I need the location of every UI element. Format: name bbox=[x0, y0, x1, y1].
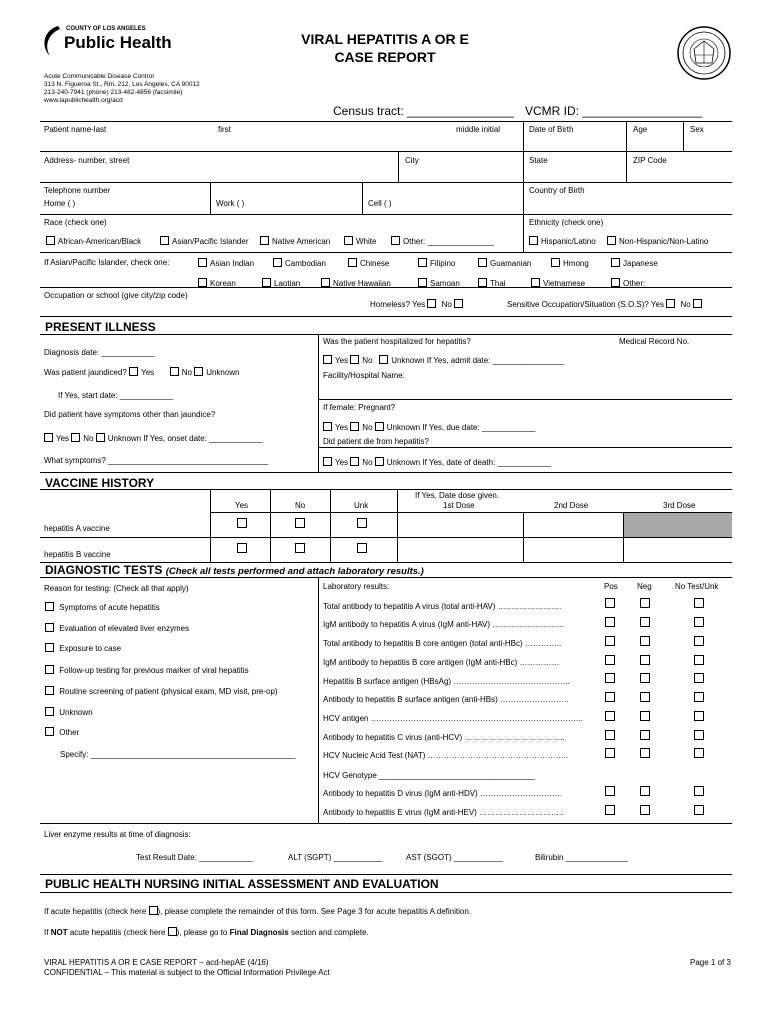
reason-enzymes-option[interactable]: Evaluation of elevated liver enzymes bbox=[45, 623, 189, 633]
medical-record-label: Medical Record No. bbox=[619, 337, 690, 346]
checkbox[interactable] bbox=[321, 278, 330, 287]
checkbox[interactable] bbox=[611, 258, 620, 267]
checkbox[interactable] bbox=[45, 686, 54, 695]
checkbox[interactable] bbox=[551, 258, 560, 267]
vaccine-col-yes: Yes bbox=[235, 501, 249, 510]
logo-name: Public Health bbox=[64, 33, 172, 52]
preg-no-checkbox[interactable] bbox=[350, 422, 359, 431]
checkbox[interactable] bbox=[198, 278, 207, 287]
lab-pos-checkbox[interactable] bbox=[605, 617, 615, 627]
checkbox[interactable] bbox=[45, 623, 54, 632]
filipino-option[interactable]: Filipino bbox=[418, 258, 455, 268]
address-line4: www.lapublichealth.org/acd bbox=[44, 97, 123, 104]
lab-notest-checkbox[interactable] bbox=[694, 711, 704, 721]
reason-other-option[interactable]: Other bbox=[45, 727, 79, 737]
ethnicity-label: Ethnicity (check one) bbox=[529, 218, 604, 227]
lab-row: Antibody to hepatitis E virus (IgM anti-HEV) ………………………….. bbox=[323, 808, 564, 817]
hepb-vaccine-unk-checkbox[interactable] bbox=[357, 543, 367, 553]
lab-notest-checkbox[interactable] bbox=[694, 636, 704, 646]
preg-yes-checkbox[interactable] bbox=[323, 422, 332, 431]
jaundice-start-date-field[interactable]: If Yes, start date: ____________ bbox=[58, 391, 174, 400]
nursing-heading: PUBLIC HEALTH NURSING INITIAL ASSESSMENT AND EVALUATION bbox=[45, 877, 439, 891]
samoan-option[interactable]: Samoan bbox=[418, 278, 460, 288]
specify-field[interactable]: Specify: ______________________________________________ bbox=[60, 750, 296, 759]
lab-neg-checkbox[interactable] bbox=[640, 786, 650, 796]
lab-row: Total antibody to hepatitis A virus (total anti-HAV) …………………… bbox=[323, 602, 562, 611]
checkbox[interactable] bbox=[391, 236, 400, 245]
occupation-label: Occupation or school (give city/zip code) bbox=[44, 291, 188, 300]
vaccine-history-heading: VACCINE HISTORY bbox=[45, 476, 155, 490]
lab-neg-checkbox[interactable] bbox=[640, 748, 650, 758]
checkbox[interactable] bbox=[611, 278, 620, 287]
hepb-vaccine-no-checkbox[interactable] bbox=[295, 543, 305, 553]
lab-pos-checkbox[interactable] bbox=[605, 692, 615, 702]
lab-notest-checkbox[interactable] bbox=[694, 598, 704, 608]
hepa-vaccine-no-checkbox[interactable] bbox=[295, 518, 305, 528]
checkbox[interactable] bbox=[418, 258, 427, 267]
japanese-option[interactable]: Japanese bbox=[611, 258, 658, 268]
lab-pos-checkbox[interactable] bbox=[605, 805, 615, 815]
cambodian-option[interactable]: Cambodian bbox=[273, 258, 326, 268]
census-tract-field[interactable]: Census tract: ________________ bbox=[333, 104, 514, 118]
checkbox[interactable] bbox=[348, 258, 357, 267]
age-label: Age bbox=[633, 125, 648, 134]
lab-pos-checkbox[interactable] bbox=[605, 655, 615, 665]
checkbox[interactable] bbox=[198, 258, 207, 267]
lab-notest-checkbox[interactable] bbox=[694, 786, 704, 796]
race-option-white[interactable]: White bbox=[344, 236, 376, 246]
patient-first-label: first bbox=[218, 125, 231, 134]
lab-pos-checkbox[interactable] bbox=[605, 598, 615, 608]
lab-results-label: Laboratory results: bbox=[323, 582, 390, 591]
neg-col-label: Neg bbox=[637, 582, 652, 591]
acute-hepatitis-line: If acute hepatitis (check here ), please complete the remainder of this form. See Page 3 for acute hepatitis A definition. bbox=[44, 907, 472, 916]
vaccine-dose1-label: 1st Dose bbox=[443, 501, 475, 510]
sos-no-checkbox[interactable] bbox=[693, 299, 702, 308]
address-label: Address- number, street bbox=[44, 156, 130, 165]
hospitalized-answer-row: Yes No Unknown If Yes, admit date: ________________ bbox=[323, 355, 564, 365]
city-label: City bbox=[405, 156, 419, 165]
form-title-line1: VIRAL HEPATITIS A OR E bbox=[301, 31, 469, 47]
state-label: State bbox=[529, 156, 548, 165]
checkbox[interactable] bbox=[45, 707, 54, 716]
bilirubin-field[interactable]: Bilirubin ______________ bbox=[535, 853, 628, 862]
checkbox[interactable] bbox=[45, 665, 54, 674]
checkbox[interactable] bbox=[478, 278, 487, 287]
vcmr-id-field[interactable]: VCMR ID: __________________ bbox=[525, 104, 703, 118]
lab-row: Total antibody to hepatitis B core antigen (total anti-HBc) ………….. bbox=[323, 639, 562, 648]
pregnant-question: If female: Pregnant? bbox=[323, 403, 396, 412]
died-no-checkbox[interactable] bbox=[350, 457, 359, 466]
hepa-vaccine-yes-checkbox[interactable] bbox=[237, 518, 247, 528]
lab-neg-checkbox[interactable] bbox=[640, 655, 650, 665]
hosp-unknown-checkbox[interactable] bbox=[379, 355, 388, 364]
checkbox[interactable] bbox=[262, 278, 271, 287]
lab-row-hcv-genotype[interactable]: HCV Genotype ___________________________________ bbox=[323, 771, 535, 780]
reason-for-testing-label: Reason for testing: (Check all that apply) bbox=[44, 584, 189, 593]
other-symptoms-question: Did patient have symptoms other than jaundice? bbox=[44, 410, 216, 419]
ethnicity-option-nonhispanic[interactable]: Non-Hispanic/Non-Latino bbox=[607, 236, 708, 246]
sos-yes-checkbox[interactable] bbox=[666, 299, 675, 308]
checkbox[interactable] bbox=[531, 278, 540, 287]
lab-row: Antibody to hepatitis D virus (IgM anti-HDV) …………………………. bbox=[323, 789, 563, 798]
asian-indian-option[interactable]: Asian Indian bbox=[198, 258, 254, 268]
race-option-other[interactable]: Other: _______________ bbox=[391, 236, 494, 246]
checkbox[interactable] bbox=[45, 602, 54, 611]
lab-notest-checkbox[interactable] bbox=[694, 655, 704, 665]
checkbox[interactable] bbox=[45, 643, 54, 652]
footer-form-id: VIRAL HEPATITIS A OR E CASE REPORT – acd-hepAE (4/16) bbox=[44, 958, 269, 967]
reason-unknown-option[interactable]: Unknown bbox=[45, 707, 93, 717]
not-acute-hepatitis-checkbox[interactable] bbox=[168, 927, 177, 936]
vaccine-col-unk: Unk bbox=[354, 501, 369, 510]
logo-county: COUNTY OF LOS ANGELES bbox=[66, 26, 146, 32]
hosp-no-checkbox[interactable] bbox=[350, 355, 359, 364]
hosp-yes-checkbox[interactable] bbox=[323, 355, 332, 364]
died-answer-row: Yes No Unknown If Yes, date of death: ____________ bbox=[323, 457, 551, 467]
jaundiced-question: Was patient jaundiced? Yes No Unknown bbox=[44, 368, 240, 377]
homeless-yes-checkbox[interactable] bbox=[427, 299, 436, 308]
lab-notest-checkbox[interactable] bbox=[694, 748, 704, 758]
checkbox[interactable] bbox=[344, 236, 353, 245]
zip-label: ZIP Code bbox=[633, 156, 667, 165]
form-title-line2: CASE REPORT bbox=[334, 49, 436, 65]
acute-hepatitis-checkbox[interactable] bbox=[149, 906, 158, 915]
symptoms-yes-checkbox[interactable] bbox=[44, 433, 53, 442]
notest-col-label: No Test/Unk bbox=[675, 582, 719, 591]
lab-row: Antibody to hepatitis B surface antigen (anti-HBs) …………………….. bbox=[323, 695, 569, 704]
hepb-vaccine-yes-checkbox[interactable] bbox=[237, 543, 247, 553]
laotian-option[interactable]: Laotian bbox=[262, 278, 300, 288]
lab-pos-checkbox[interactable] bbox=[605, 730, 615, 740]
jaundiced-no-checkbox[interactable] bbox=[170, 367, 179, 376]
lab-row: HCV Nucleic Acid Test (NAT) …………………………………………….. bbox=[323, 751, 569, 760]
hepa-vaccine-unk-checkbox[interactable] bbox=[357, 518, 367, 528]
work-phone-field[interactable]: Work ( ) bbox=[216, 199, 245, 208]
sos-question: Sensitive Occupation/Situation (S.O.S)? Yes No bbox=[507, 299, 705, 309]
symptoms-no-checkbox[interactable] bbox=[71, 433, 80, 442]
checkbox[interactable] bbox=[45, 727, 54, 736]
dob-label: Date of Birth bbox=[529, 125, 574, 134]
jaundiced-yes-checkbox[interactable] bbox=[129, 367, 138, 376]
reason-screening-option[interactable]: Routine screening of patient (physical exam, MD visit, pre-op) bbox=[45, 686, 278, 696]
lab-row: Antibody to hepatitis C virus (anti-HCV) ……………………………….. bbox=[323, 733, 565, 742]
liver-enzyme-label: Liver enzyme results at time of diagnosis: bbox=[44, 830, 191, 839]
symptoms-answer-row: Yes No Unknown If Yes, onset date: ____________ bbox=[44, 433, 263, 443]
hepatitis-b-vaccine-label: hepatitis B vaccine bbox=[44, 550, 111, 559]
died-question: Did patient die from hepatitis? bbox=[323, 437, 429, 446]
hepatitis-a-vaccine-label: hepatitis A vaccine bbox=[44, 524, 110, 533]
died-yes-checkbox[interactable] bbox=[323, 457, 332, 466]
lab-neg-checkbox[interactable] bbox=[640, 598, 650, 608]
checkbox[interactable] bbox=[478, 258, 487, 267]
present-illness-heading: PRESENT ILLNESS bbox=[45, 320, 156, 334]
checkbox[interactable] bbox=[418, 278, 427, 287]
race-option-asian[interactable]: Asian/Pacific Islander bbox=[160, 236, 248, 246]
lab-neg-checkbox[interactable] bbox=[640, 617, 650, 627]
lab-notest-checkbox[interactable] bbox=[694, 617, 704, 627]
lab-row: Hepatitis B surface antigen (HBsAg) …………………………………….. bbox=[323, 677, 570, 686]
not-acute-hepatitis-line: If NOT acute hepatitis (check here ), please go to Final Diagnosis section and complete. bbox=[44, 928, 369, 937]
country-birth-label: Country of Birth bbox=[529, 186, 585, 195]
lab-row: IgM antibody to hepatitis B core antigen (IgM anti-HBc) …………… bbox=[323, 658, 560, 667]
checkbox[interactable] bbox=[607, 236, 616, 245]
korean-option[interactable]: Korean bbox=[198, 278, 236, 288]
address-line1: Acute Communicable Disease Control bbox=[44, 73, 154, 80]
native-hawaiian-option[interactable]: Native Hawaiian bbox=[321, 278, 391, 288]
died-unknown-checkbox[interactable] bbox=[375, 457, 384, 466]
vaccine-if-yes-label: If Yes, Date dose given. bbox=[415, 491, 500, 500]
lab-pos-checkbox[interactable] bbox=[605, 711, 615, 721]
lab-neg-checkbox[interactable] bbox=[640, 636, 650, 646]
lab-pos-checkbox[interactable] bbox=[605, 748, 615, 758]
hmong-option[interactable]: Hmong bbox=[551, 258, 589, 268]
homeless-question: Homeless? Yes No bbox=[370, 299, 466, 309]
race-label: Race (check one) bbox=[44, 218, 107, 227]
homeless-no-checkbox[interactable] bbox=[454, 299, 463, 308]
lab-neg-checkbox[interactable] bbox=[640, 692, 650, 702]
reason-exposure-option[interactable]: Exposure to case bbox=[45, 643, 121, 653]
county-seal-icon bbox=[676, 25, 732, 81]
checkbox[interactable] bbox=[260, 236, 269, 245]
lab-pos-checkbox[interactable] bbox=[605, 786, 615, 796]
ethnicity-option-hispanic[interactable]: Hispanic/Latino bbox=[529, 236, 596, 246]
checkbox[interactable] bbox=[529, 236, 538, 245]
sex-label: Sex bbox=[690, 125, 704, 134]
address-line3: 213-240-7941 (phone) 213-482-4856 (facsimile) bbox=[44, 89, 183, 96]
patient-name-last-label: Patient name-last bbox=[44, 125, 107, 134]
patient-middle-label: middle initial bbox=[456, 125, 501, 134]
lab-pos-checkbox[interactable] bbox=[605, 673, 615, 683]
test-result-date-field[interactable]: Test Result Date: ____________ bbox=[136, 853, 253, 862]
lab-notest-checkbox[interactable] bbox=[694, 673, 704, 683]
cell-phone-field[interactable]: Cell ( ) bbox=[368, 199, 392, 208]
hospitalized-question: Was the patient hospitalized for hepatitis? bbox=[323, 337, 471, 346]
ast-field[interactable]: AST (SGOT) ___________ bbox=[406, 853, 503, 862]
race-option-native[interactable]: Native American bbox=[260, 236, 330, 246]
thai-option[interactable]: Thai bbox=[478, 278, 506, 288]
telephone-label: Telephone number bbox=[44, 186, 111, 195]
page-number: Page 1 of 3 bbox=[690, 958, 731, 967]
vaccine-dose2-label: 2nd Dose bbox=[554, 501, 589, 510]
lab-notest-checkbox[interactable] bbox=[694, 730, 704, 740]
reason-symptoms-option[interactable]: Symptoms of acute hepatitis bbox=[45, 602, 160, 612]
symptoms-unknown-checkbox[interactable] bbox=[96, 433, 105, 442]
reason-followup-option[interactable]: Follow-up testing for previous marker of viral hepatitis bbox=[45, 665, 249, 675]
lab-neg-checkbox[interactable] bbox=[640, 673, 650, 683]
alt-field[interactable]: ALT (SGPT) ___________ bbox=[288, 853, 383, 862]
jaundiced-unknown-checkbox[interactable] bbox=[194, 367, 203, 376]
vaccine-col-no: No bbox=[295, 501, 306, 510]
lab-neg-checkbox[interactable] bbox=[640, 711, 650, 721]
lab-neg-checkbox[interactable] bbox=[640, 805, 650, 815]
checkbox[interactable] bbox=[273, 258, 282, 267]
vietnamese-option[interactable]: Vietnamese bbox=[531, 278, 585, 288]
vaccine-dose3-label: 3rd Dose bbox=[663, 501, 696, 510]
race-option-black[interactable]: African-American/Black bbox=[46, 236, 141, 246]
pos-col-label: Pos bbox=[604, 582, 618, 591]
facility-label: Facility/Hospital Name: bbox=[323, 371, 405, 380]
preg-unknown-checkbox[interactable] bbox=[375, 422, 384, 431]
diagnostic-tests-heading: DIAGNOSTIC TESTS (Check all tests performed and attach laboratory results.) bbox=[45, 563, 424, 577]
home-phone-field[interactable]: Home ( ) bbox=[44, 199, 76, 208]
chinese-option[interactable]: Chinese bbox=[348, 258, 389, 268]
lab-neg-checkbox[interactable] bbox=[640, 730, 650, 740]
lab-notest-checkbox[interactable] bbox=[694, 692, 704, 702]
what-symptoms-field[interactable]: What symptoms? ____________________________________ bbox=[44, 456, 269, 465]
address-line2: 313 N. Figueroa St., Rm. 212, Los Angeles, CA 90012 bbox=[44, 81, 200, 88]
diagnosis-date-field[interactable]: Diagnosis date: ____________ bbox=[44, 348, 155, 357]
lab-notest-checkbox[interactable] bbox=[694, 805, 704, 815]
lab-pos-checkbox[interactable] bbox=[605, 636, 615, 646]
asian-subgroup-label: If Asian/Pacific Islander, check one: bbox=[44, 258, 170, 267]
other-asian-option[interactable]: Other: _______________ bbox=[611, 278, 714, 288]
footer-confidential: CONFIDENTIAL – This material is subject to the Official Information Privilege Act bbox=[44, 968, 330, 977]
pregnant-answer-row: Yes No Unknown If Yes, due date: ____________ bbox=[323, 422, 535, 432]
lab-row: IgM antibody to hepatitis A virus (IgM anti-HAV) ……………………… bbox=[323, 620, 565, 629]
checkbox[interactable] bbox=[46, 236, 55, 245]
lab-row: HCV antigen …………………………………………………………………….. bbox=[323, 714, 584, 723]
guamanian-option[interactable]: Guamanian bbox=[478, 258, 531, 268]
dose3-shaded-cell bbox=[624, 513, 732, 537]
checkbox[interactable] bbox=[160, 236, 169, 245]
